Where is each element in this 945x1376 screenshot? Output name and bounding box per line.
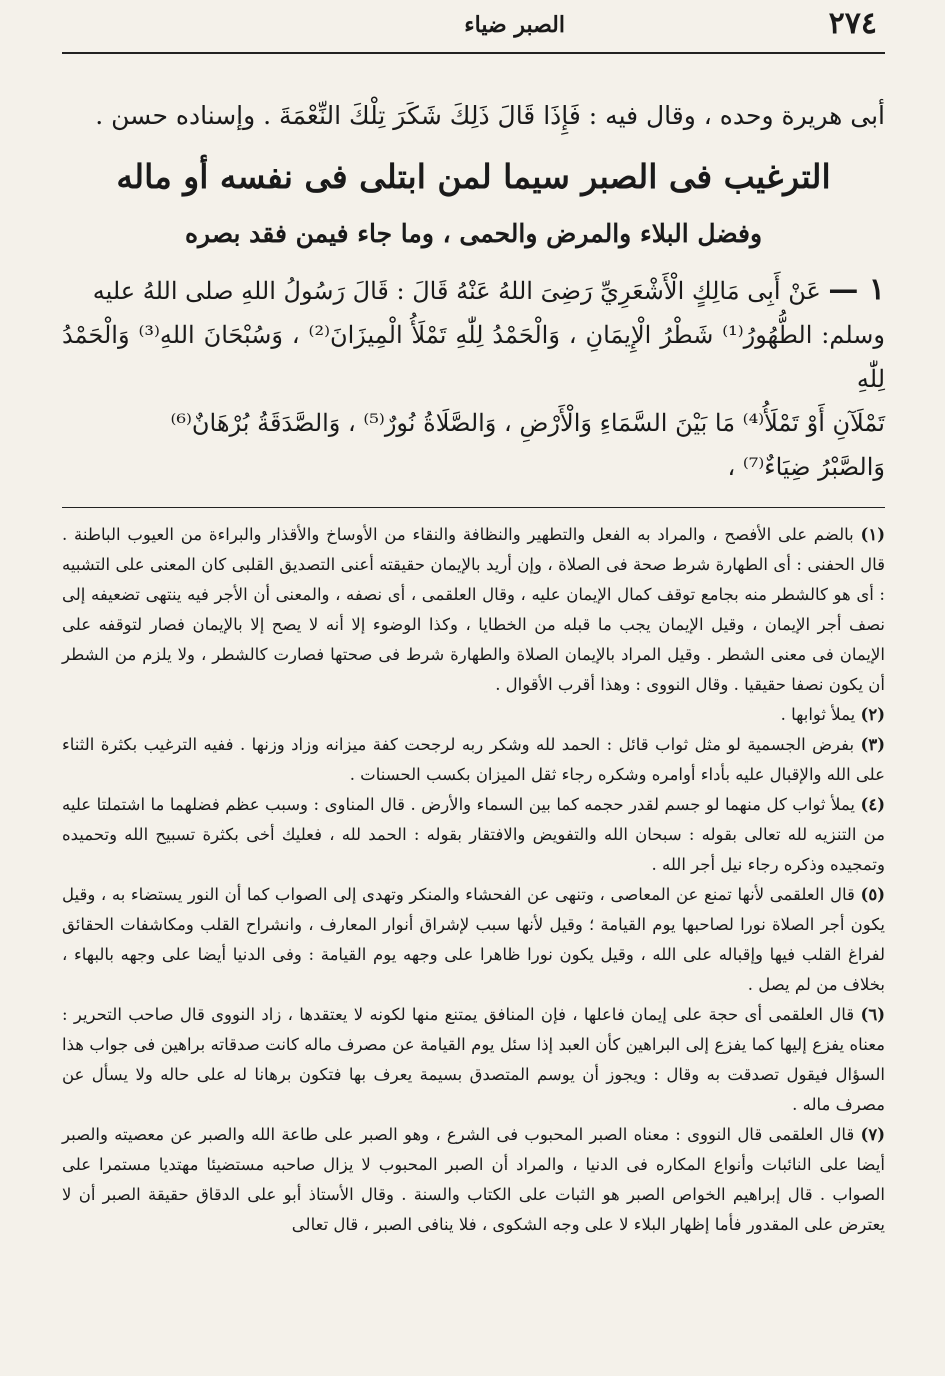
- chapter-subtitle: وفضل البلاء والمرض والحمى ، وما جاء فيمن فقد بصره: [184, 219, 763, 248]
- footnote-text: قال العلقمى قال النووى : معناه الصبر المحبوب فى الشرع ، وهو الصبر على طاعة الله والصبر عن معصيته والصبر أيضا على النائبات وأنواع المكاره فى الدنيا ، والمراد أن الصبر المحبوب لا يزال صاحبه مستضيئا مهتديا مستمرا على الصواب . قال إبراهيم الخواص الصبر هو الثبات على الكتاب والسنة . وقال الأستاذ أبو على الدقاق حقيقة الصبر أن لا يعترض على المقدور فأما إظهار البلاء لا على وجه الشكوى ، فلا ينافى الصبر ، قال تعالى: [62, 1125, 885, 1234]
- footnote-number: (٥): [860, 885, 885, 904]
- footnote-number: (١): [860, 525, 885, 544]
- footnotes: [62, 520, 885, 1240]
- footnote-number: (٣): [860, 735, 885, 754]
- footnote-text: يملأ ثواب كل منهما لو جسم لقدر حجمه كما بين السماء والأرض . قال المناوى : وسبب عظم فضلهما ما اشتملتا عليه من التنزيه لله تعالى بقوله : سبحان الله والتفويض والافتقار بقوله : الحمد لله ، فعليك أخى بكثرة تسبيح الله وتحميده وتمجيده وذكره رجاء نيل أجر الله .: [62, 795, 885, 874]
- footnote-text: بفرض الجسمية لو مثل ثواب قائل : الحمد لله وشكر ربه لرجحت كفة ميزانه وزاد وزنها . ففيه الترغيب بكثرة الثناء على الله والإقبال عليه بأداء أوامره وشكره رجاء ثقل الميزان بكسب الحسنات .: [62, 735, 885, 784]
- hadith-line: تَمْلَآنِ أَوْ تَمْلَأُ⁽⁴⁾ مَا بَيْنَ السَّمَاءِ وَالْأَرْضِ ، وَالصَّلَاةُ نُورٌ⁽⁵⁾ ، وَالصَّدَقَةُ بُرْهَانٌ⁽⁶⁾: [170, 409, 885, 437]
- chapter-title: الترغيب فى الصبر سيما لمن ابتلى فى نفسه أو ماله: [116, 157, 831, 196]
- footnote-text: قال العلقمى أى حجة على إيمان فاعلها ، فإن المنافق يمتنع منها لكونه لا يعتقدها ، زاد النووى قال صاحب التحرير : معناه يفزع إليها كما يفزع إلى البراهين كأن العبد إذا سئل يوم القيامة عن مصرف ماله كانت صدقاته براهين فى جواب هذا السؤال فيقول تصدقت به وقال : ويجوز أن يوسم المتصدق بسيمة يعرف بها فتكون برهانا له على حاله ولا يسأل عن مصرف ماله .: [62, 1005, 885, 1114]
- footnote-separator: [62, 507, 885, 508]
- footnote-5: [62, 880, 885, 1000]
- footnote-text: يملأ ثوابها .: [780, 705, 856, 724]
- footnote-number: (٢): [860, 705, 885, 724]
- hadith-text: [62, 268, 885, 489]
- running-title: الصبر ضياء: [464, 12, 565, 38]
- running-header: [62, 0, 885, 54]
- footnote-6: [62, 1000, 885, 1120]
- footnote-number: (٧): [860, 1125, 885, 1144]
- hadith-line-text: عَنْ أَبِى مَالِكٍ الْأَشْعَرِيِّ رَضِىَ اللهُ عَنْهُ قَالَ : قَالَ رَسُولُ اللهِ صلى اللهُ عليه: [92, 277, 821, 305]
- footnote-number: (٦): [860, 1005, 885, 1024]
- footnote-number: (٤): [860, 795, 885, 814]
- footnote-2: [62, 700, 885, 730]
- footnote-1: [62, 520, 885, 700]
- hadith-line: [62, 268, 885, 313]
- continuation-text: أبى هريرة وحده ، وقال فيه : فَإِذَا قَالَ ذَلِكَ شَكَرَ تِلْكَ النِّعْمَةَ . وإسناده حسن .: [95, 101, 885, 130]
- hadith-line: وسلم: الطُّهُورُ⁽¹⁾ شَطْرُ الْإِيمَانِ ، وَالْحَمْدُ لِلّٰهِ تَمْلَأُ الْمِيزَانَ⁽²⁾ ، وَسُبْحَانَ اللهِ⁽³⁾ وَالْحَمْدُ لِلّٰهِ: [62, 321, 885, 393]
- footnote-text: قال العلقمى لأنها تمنع عن المعاصى ، وتنهى عن الفحشاء والمنكر وتهدى إلى الصواب كما أن النور يستضاء به ، وقيل يكون أجر الصلاة نورا لصاحبها يوم القيامة ؛ وقيل لأنها سبب لإشراق أنوار المعارف ، وانشراح القلب ومكاشفات الحقائق لفراغ القلب فيها وإقباله على الله ، وقيل يكون نورا ظاهرا على وجهه يوم القيامة : وفى الدنيا أيضا على وجهه بالبهاء ، بخلاف من لم يصل .: [62, 885, 885, 994]
- hadith-line: وَالصَّبْرُ ضِيَاءٌ⁽⁷⁾ ،: [727, 453, 885, 481]
- footnote-7: [62, 1120, 885, 1240]
- page-number: ٢٧٤: [828, 6, 877, 41]
- footnote-4: [62, 790, 885, 880]
- hadith-number: ١ —: [828, 272, 885, 307]
- footnote-text: بالضم على الأفصح ، والمراد به الفعل والتطهير والنظافة والنقاء من الأوساخ والأقذار والبراءة من العيوب الباطنة . قال الحفنى : أى الطهارة شرط صحة فى الصلاة ، وإن أريد بالإيمان حقيقته أعنى التصديق القلبى كان المعنى على التشبيه : أى هو كالشطر منه بجامع توقف كمال الإيمان عليه ، وقال العلقمى ، أى نصفه ، والمعنى أن الأجر فيه ينتهى تضعيفه إلى نصف أجر الإيمان ، وقيل الإيمان يجب ما قبله من الخطايا ، وكذا الوضوء إلا أنه لا يصح إلا بالإيمان فصار لتوقفه على الإيمان فى معنى الشطر . وقيل المراد بالإيمان الصلاة والطهارة شرط فى صحتها فصارت كالشطر ، ولا يلزم من الشطر أن يكون نصفا حقيقيا . وقال النووى : وهذا أقرب الأقوال .: [62, 525, 885, 694]
- footnote-3: [62, 730, 885, 790]
